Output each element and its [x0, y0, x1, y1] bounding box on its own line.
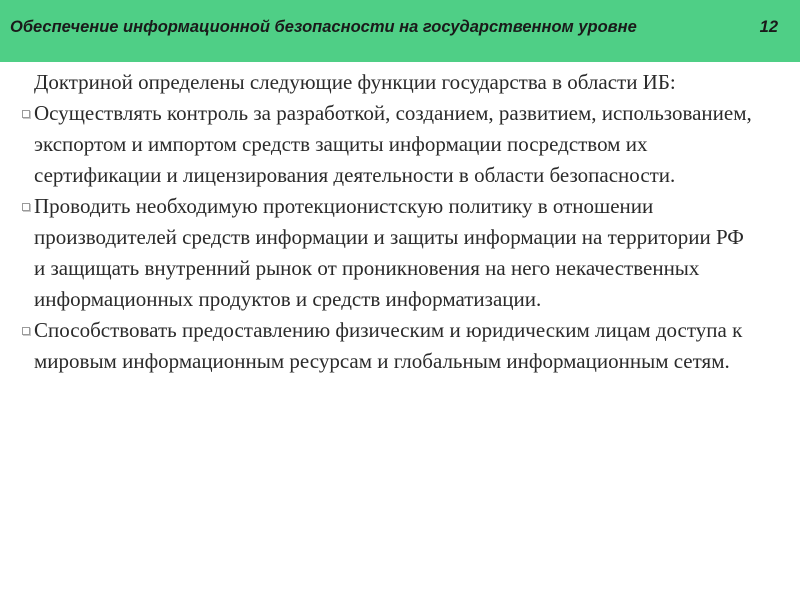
bullet-item: [20, 98, 754, 191]
slide-page-number: 12: [759, 18, 778, 36]
slide-header: [0, 0, 800, 62]
bullet-text: Осуществлять контроль за разработкой, созданием, развитием, использованием, экспортом и импортом средств защиты информации посредством их сертификации и лицензирования деятельности в области безопасности.: [34, 101, 752, 187]
square-bullet-icon: [22, 327, 30, 335]
bullet-item: [20, 315, 754, 377]
bullet-item: [20, 191, 754, 315]
slide-body: [20, 67, 780, 377]
bullet-text: Способствовать предоставлению физическим и юридическим лицам доступа к мировым информационным ресурсам и глобальным информационным сетям.: [34, 318, 743, 373]
square-bullet-icon: [22, 110, 30, 118]
intro-text: Доктриной определены следующие функции государства в области ИБ:: [34, 70, 676, 94]
slide-title: Обеспечение информационной безопасности на государственном уровне: [10, 18, 637, 36]
bullet-text: Проводить необходимую протекционистскую политику в отношении производителей средств информации и защиты информации на территории РФ и защищать внутренний рынок от проникновения на него некачественных информационных продуктов и средств информатизации.: [34, 194, 744, 311]
square-bullet-icon: [22, 203, 30, 211]
